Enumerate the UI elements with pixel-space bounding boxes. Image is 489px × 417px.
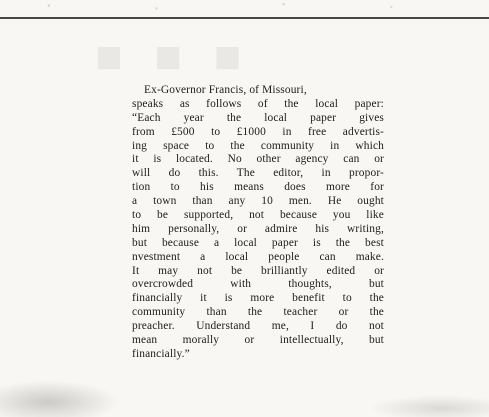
article-line: from £500 to £1000 in free advertis-	[132, 125, 384, 138]
article-line: mean morally or intellectually, but	[132, 334, 384, 347]
article-line: but because a local paper is the best	[132, 236, 384, 249]
article-line: will do this. The editor, in propor-	[132, 167, 384, 180]
article-line: ing space to the community in which	[132, 139, 384, 152]
article-line: Ex-Governor Francis, of Missouri,	[144, 84, 307, 96]
article-line: him personally, or admire his writing,	[132, 222, 384, 235]
column-rule	[0, 17, 489, 19]
article-line: it is located. No other agency can or	[132, 153, 384, 166]
paper-smudge	[0, 380, 120, 417]
article-line: nvestment a local people can make.	[132, 250, 384, 263]
article-line: to be supported, not because you like	[132, 209, 384, 222]
article-line: community than the teacher or the	[132, 306, 384, 319]
print-speckle	[0, 0, 489, 14]
article-line: preacher. Understand me, I do not	[132, 320, 384, 333]
article-line: financially it is more benefit to the	[132, 292, 384, 305]
article-line: It may not be brilliantly edited or	[132, 264, 384, 277]
article-line: financially.”	[132, 347, 190, 360]
article-line: tion to his means does more for	[132, 181, 384, 194]
paper-smudge	[369, 395, 489, 417]
article-line: a town than any 10 men. He ought	[132, 195, 384, 208]
article-body	[132, 84, 384, 362]
article-line: overcrowded with thoughts, but	[132, 278, 384, 291]
article-line: speaks as follows of the local paper:	[132, 97, 384, 110]
article-line: “Each year the local paper gives	[132, 111, 384, 124]
show-through-text: ■ ■ ■	[95, 31, 252, 82]
